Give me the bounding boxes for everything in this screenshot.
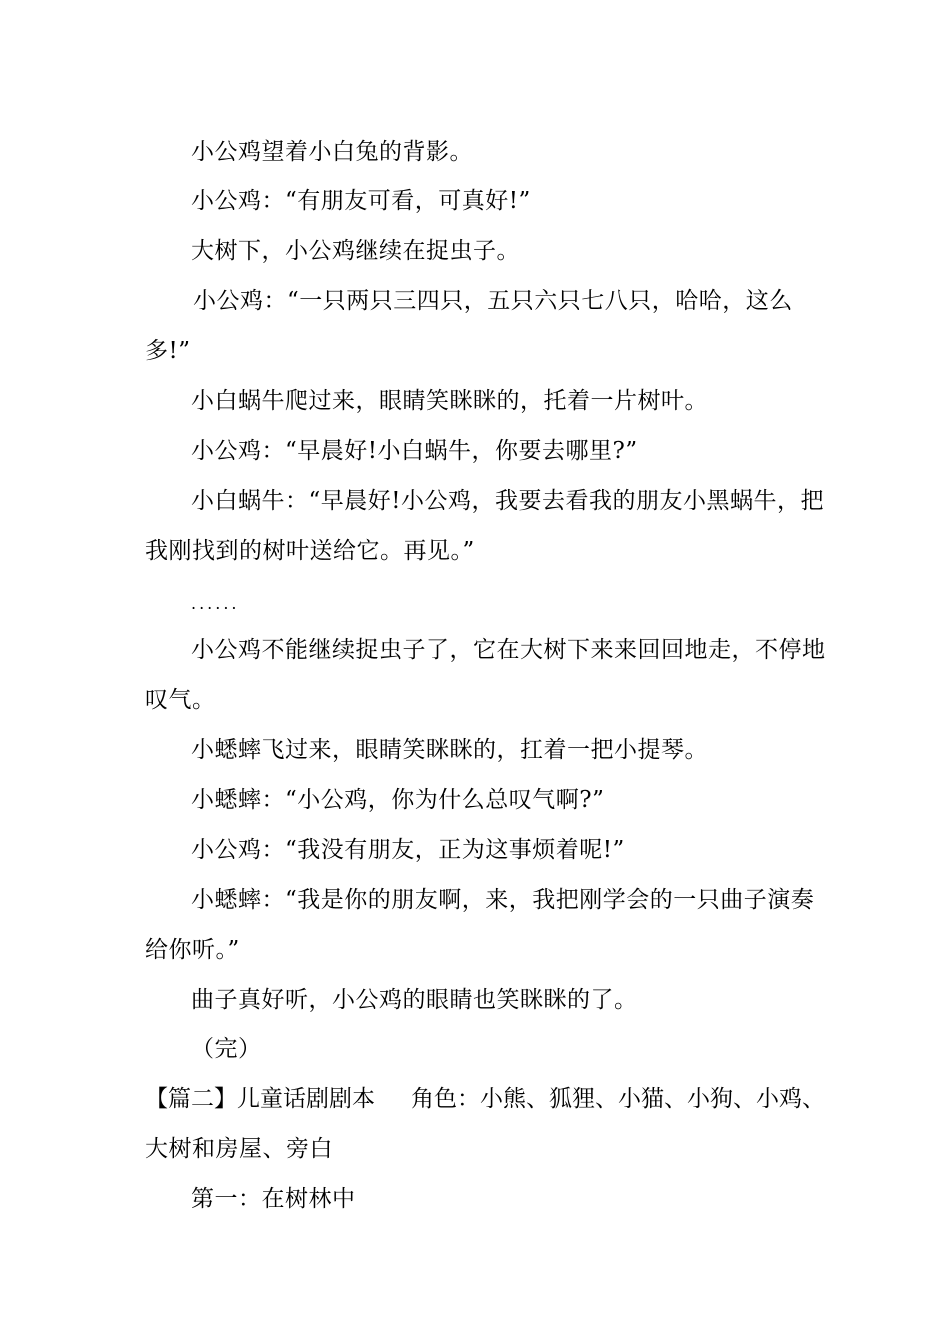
paragraph-line: 小公鸡：“一只两只三四只，五只六只七八只，哈哈，这么 xyxy=(193,288,793,314)
paragraph-line: 小公鸡望着小白兔的背影。 xyxy=(191,139,473,165)
paragraph-line: 大树下，小公鸡继续在捉虫子。 xyxy=(191,238,520,264)
ellipsis-line: ...... xyxy=(191,594,240,613)
paragraph-line: 小蟋蟀：“我是你的朋友啊，来，我把刚学会的一只曲子演奏 xyxy=(191,887,815,913)
paragraph-line: 我刚找到的树叶送给它。再见。” xyxy=(145,538,475,564)
scene-line: 第一：在树林中 xyxy=(191,1186,356,1212)
paragraph-line: 小公鸡：“早晨好!小白蜗牛，你要去哪里?” xyxy=(191,438,638,464)
section-heading-roles-cont: 大树和房屋、旁白 xyxy=(145,1136,333,1162)
paragraph-line: 小公鸡：“我没有朋友，正为这事烦着呢!” xyxy=(191,837,625,863)
section-heading-roles: 角色：小熊、狐狸、小猫、小狗、小鸡、 xyxy=(411,1086,825,1112)
paragraph-line: 小蟋蟀：“小公鸡，你为什么总叹气啊?” xyxy=(191,787,605,813)
paragraph-line: 给你听。” xyxy=(145,937,240,963)
paragraph-line: 小公鸡：“有朋友可看，可真好!” xyxy=(191,188,531,214)
paragraph-line: 多!” xyxy=(145,338,191,364)
paragraph-line: 叹气。 xyxy=(145,687,216,713)
paragraph-line: （完） xyxy=(191,1036,262,1062)
section-heading-label: 【篇二】儿童话剧剧本 xyxy=(145,1086,375,1112)
paragraph-line: 小白蜗牛：“早晨好!小公鸡，我要去看我的朋友小黑蜗牛，把 xyxy=(191,488,825,514)
paragraph-line: 小蟋蟀飞过来，眼睛笑眯眯的，扛着一把小提琴。 xyxy=(191,737,708,763)
section-heading xyxy=(145,1084,825,1114)
paragraph-line: 小公鸡不能继续捉虫子了，它在大树下来来回回地走，不停地 xyxy=(191,637,826,663)
paragraph-line: 曲子真好听，小公鸡的眼睛也笑眯眯的了。 xyxy=(191,987,638,1013)
paragraph-line: 小白蜗牛爬过来，眼睛笑眯眯的，托着一片树叶。 xyxy=(191,388,708,414)
